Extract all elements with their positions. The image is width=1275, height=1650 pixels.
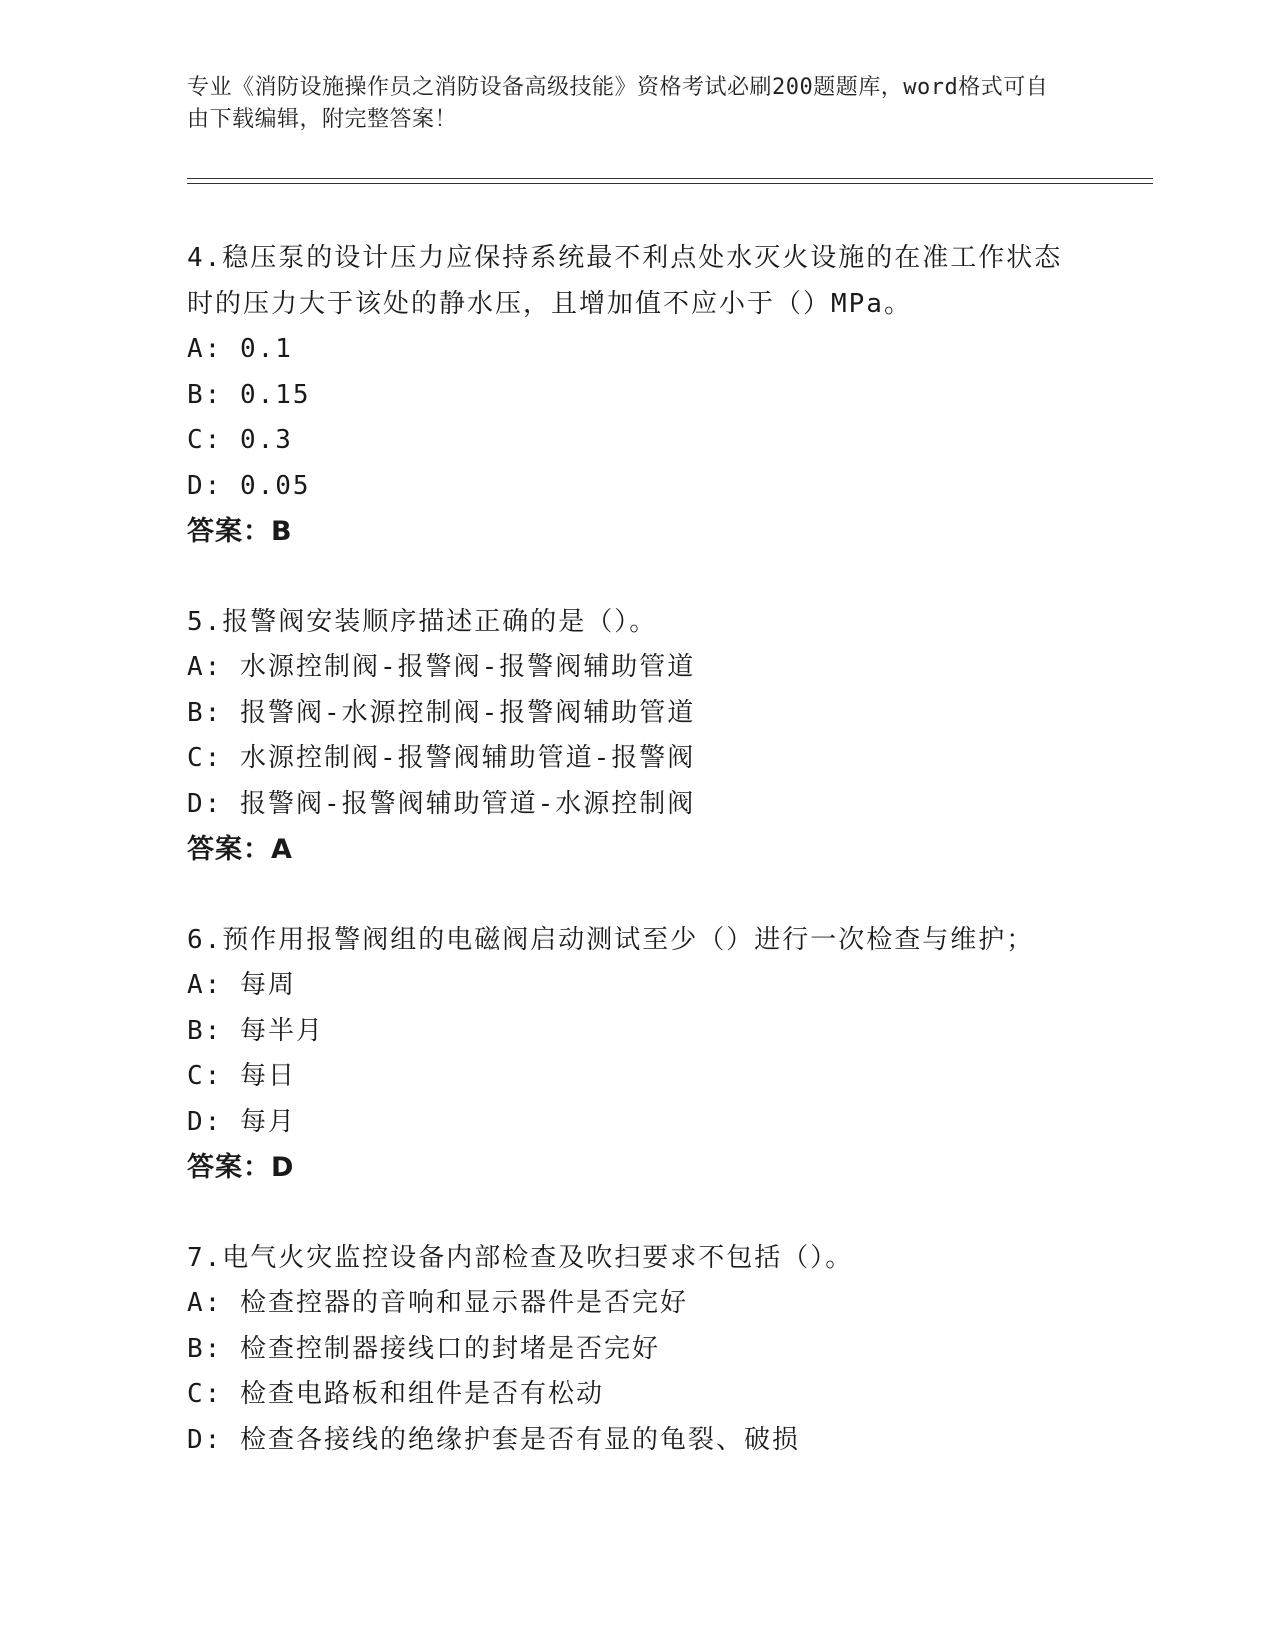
question-4 <box>187 235 1087 555</box>
header-divider-top <box>187 178 1153 179</box>
question-stem: 4.稳压泵的设计压力应保持系统最不利点处水灭火设施的在准工作状态时的压力大于该处的静水压，且增加值不应小于（）MPa。 <box>187 243 1063 319</box>
answer-label: 答案： <box>187 834 271 865</box>
question-list <box>187 235 1087 1507</box>
answer-label: 答案： <box>187 1152 271 1183</box>
option-b: B: 0.15 <box>187 379 311 410</box>
option-a: A: 0.1 <box>187 334 293 364</box>
answer-label: 答案： <box>187 516 271 547</box>
option-d: D: 报警阀-报警阀辅助管道-水源控制阀 <box>187 788 696 819</box>
document-header <box>187 72 1067 136</box>
option-b: B: 检查控制器接线口的封堵是否完好 <box>187 1333 660 1364</box>
question-6 <box>187 917 1087 1191</box>
question-stem: 7.电气火灾监控设备内部检查及吹扫要求不包括（）。 <box>187 1243 854 1273</box>
answer-value: B <box>271 516 293 547</box>
answer-line <box>187 1145 1087 1191</box>
question-5 <box>187 599 1087 873</box>
answer-value: A <box>271 834 293 865</box>
option-d: D: 每月 <box>187 1106 296 1137</box>
option-b: B: 每半月 <box>187 1015 324 1046</box>
question-7 <box>187 1235 1087 1463</box>
question-stem: 5.报警阀安装顺序描述正确的是（）。 <box>187 607 658 637</box>
answer-value: D <box>271 1152 295 1183</box>
option-a: A: 每周 <box>187 970 296 1000</box>
answer-line <box>187 827 1087 873</box>
option-c: C: 检查电路板和组件是否有松动 <box>187 1379 604 1409</box>
option-c: C: 每日 <box>187 1061 296 1091</box>
header-divider-bottom <box>187 183 1153 184</box>
option-c: C: 0.3 <box>187 425 293 455</box>
option-a: A: 水源控制阀-报警阀-报警阀辅助管道 <box>187 652 696 682</box>
answer-line <box>187 509 1087 555</box>
header-text: 专业《消防设施操作员之消防设备高级技能》资格考试必刷200题题库，word格式可自由下载编辑，附完整答案！ <box>187 75 1049 132</box>
option-d: D: 检查各接线的绝缘护套是否有显的龟裂、破损 <box>187 1424 800 1455</box>
option-b: B: 报警阀-水源控制阀-报警阀辅助管道 <box>187 697 696 728</box>
option-c: C: 水源控制阀-报警阀辅助管道-报警阀 <box>187 743 696 773</box>
option-d: D: 0.05 <box>187 470 311 501</box>
question-stem: 6.预作用报警阀组的电磁阀启动测试至少（）进行一次检查与维护； <box>187 925 1035 955</box>
option-a: A: 检查控器的音响和显示器件是否完好 <box>187 1288 688 1318</box>
